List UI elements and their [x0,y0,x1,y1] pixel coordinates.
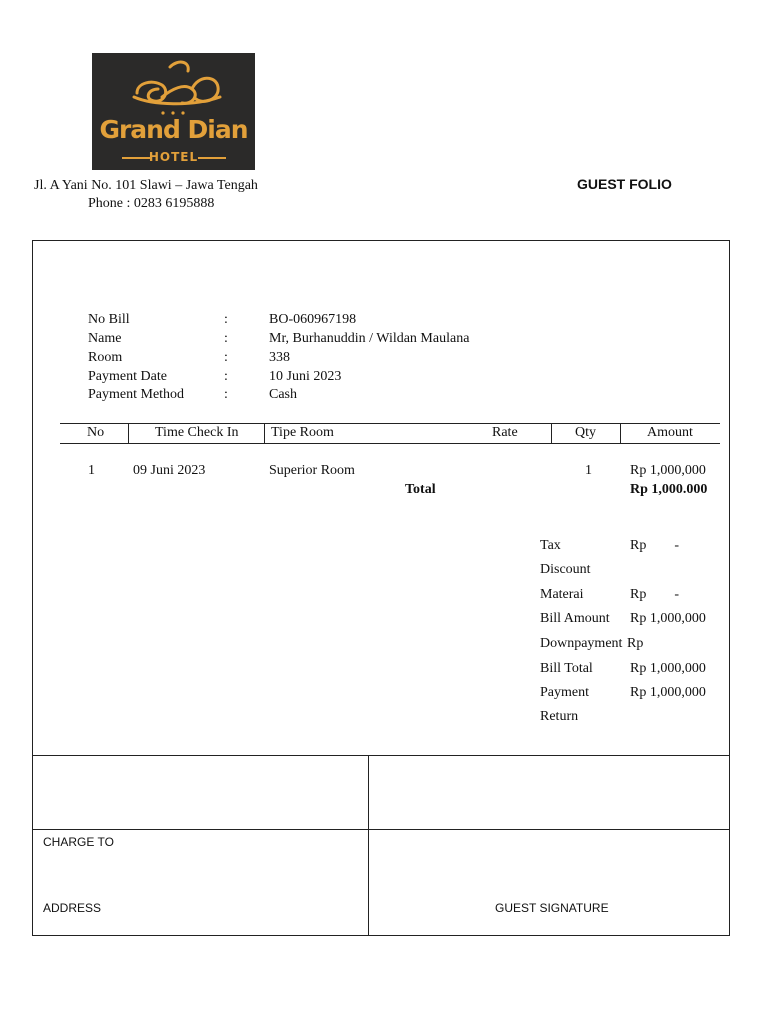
col-header-checkin: Time Check In [155,425,239,440]
cell-room: Superior Room [269,463,355,478]
summary-value-materai: Rp - [630,587,679,602]
summary-label-materai: Materai [540,587,584,602]
table-col-divider [620,423,621,443]
summary-value-downpayment: Rp [627,636,644,651]
address-label: ADDRESS [43,901,102,915]
hotel-phone: Phone : 0283 6195888 [88,196,215,211]
col-header-amount: Amount [647,425,693,440]
summary-value-bill-amount: Rp 1,000,000 [630,611,706,626]
logo-brand-text: Grand Dian [99,115,248,144]
info-label-payment-method: Payment Method [88,387,185,402]
col-header-qty: Qty [575,425,596,440]
info-sep: : [224,369,228,384]
total-value: Rp 1,000.000 [630,482,708,497]
charge-to-label: CHARGE TO [43,835,114,849]
guest-signature-label: GUEST SIGNATURE [495,901,609,915]
table-col-divider [264,423,265,443]
info-sep: : [224,331,228,346]
bill-box [32,240,730,756]
info-label-name: Name [88,331,122,346]
hotel-logo [92,53,255,170]
info-label-room: Room [88,350,123,365]
table-col-divider [128,423,129,443]
info-value-name: Mr, Burhanuddin / Wildan Maulana [269,331,470,346]
summary-label-tax: Tax [540,538,561,553]
info-value-payment-date: 10 Juni 2023 [269,369,342,384]
total-label: Total [405,482,436,497]
cell-qty: 1 [585,463,592,478]
col-header-no: No [87,425,105,440]
summary-value-tax: Rp - [630,538,679,553]
summary-label-payment: Payment [540,685,589,700]
footer-box-top-right [368,755,730,830]
info-label-payment-date: Payment Date [88,369,167,384]
summary-label-bill-total: Bill Total [540,661,593,676]
info-sep: : [224,312,228,327]
page-title: GUEST FOLIO [577,176,672,192]
summary-label-return: Return [540,709,579,724]
summary-value-bill-total: Rp 1,000,000 [630,661,706,676]
info-value-payment-method: Cash [269,387,297,402]
info-label-no-bill: No Bill [88,312,130,327]
summary-value-payment: Rp 1,000,000 [630,685,706,700]
col-header-room: Tipe Room [271,425,334,440]
footer-box-top-left [32,755,369,830]
hotel-address: Jl. A Yani No. 101 Slawi – Jawa Tengah [34,178,258,193]
cell-no: 1 [88,463,95,478]
table-col-divider [551,423,552,443]
table-header-rule [60,443,720,444]
summary-label-bill-amount: Bill Amount [540,611,610,626]
info-value-no-bill: BO-060967198 [269,312,357,327]
info-sep: : [224,350,228,365]
info-value-room: 338 [269,350,290,365]
info-sep: : [224,387,228,402]
guest-signature-box [368,829,730,936]
col-header-rate: Rate [492,425,518,440]
summary-label-downpayment: Downpayment [540,636,623,651]
cell-amount: Rp 1,000,000 [630,463,706,478]
summary-label-discount: Discount [540,562,591,577]
cell-checkin: 09 Juni 2023 [133,463,206,478]
logo-sub-text: HOTEL [148,150,199,164]
